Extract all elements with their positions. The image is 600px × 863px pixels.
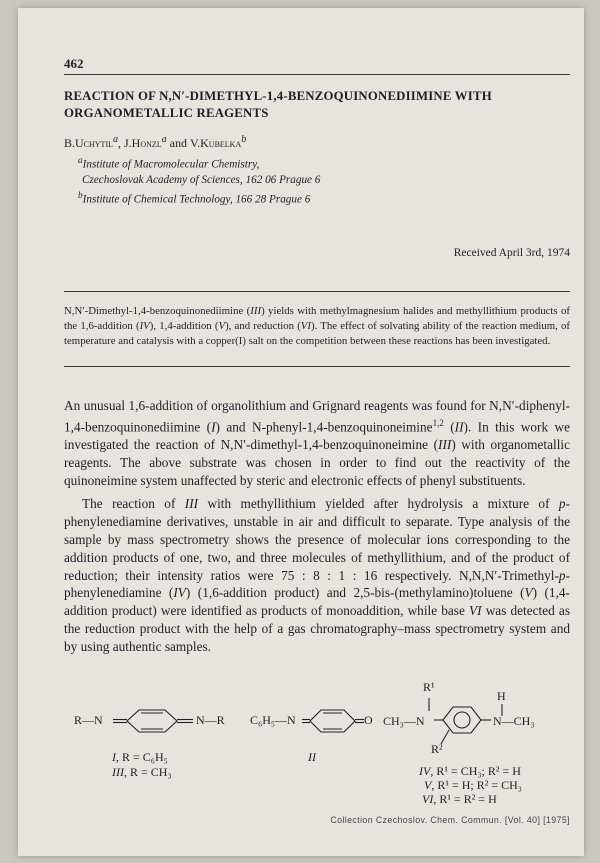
structure-left-group: C₆H₅—N bbox=[250, 713, 296, 727]
compound-definition: , R¹ = H; R² = CH₃ bbox=[431, 778, 522, 792]
compound-label: VI bbox=[422, 792, 434, 806]
substituent-r2: R² bbox=[431, 742, 443, 756]
author-affil-marker: b bbox=[241, 134, 247, 145]
para-prefix: p bbox=[558, 567, 566, 583]
header-rule bbox=[64, 74, 570, 75]
author-name: B.Uchytil bbox=[64, 136, 113, 150]
abstract-text: ), 1,4-addition ( bbox=[149, 320, 219, 332]
compound-ref: IV bbox=[173, 585, 186, 601]
structure-phenylenediamine bbox=[383, 680, 573, 805]
affil-line: Czechoslovak Academy of Sciences, 162 06 Prague 6 bbox=[82, 174, 321, 187]
structure-quinoneimine bbox=[250, 708, 380, 798]
affil-line: Institute of Chemical Technology, 166 28 Prague 6 bbox=[82, 193, 311, 206]
paragraph-text: was detected as the reduction product with the help of a gas chromatography–mass spectrometry system and by using authentic samples. bbox=[64, 603, 570, 654]
affiliations bbox=[78, 154, 320, 208]
compound-ref: VI bbox=[469, 603, 482, 619]
paragraph-text: ) (1,4-addition product) were identified as products of monoaddition, while base bbox=[64, 585, 570, 619]
substituent-h: H bbox=[497, 689, 506, 703]
paragraph-text: The reaction of bbox=[82, 496, 185, 512]
compound-label: III bbox=[112, 765, 124, 779]
structure-left-group: R—N bbox=[74, 713, 103, 727]
article-body bbox=[64, 397, 570, 656]
affil-marker: b bbox=[78, 190, 83, 201]
compound-definition: , R = C₆H₅ bbox=[116, 750, 168, 764]
structure-captions bbox=[419, 764, 522, 806]
compound-ref: V bbox=[218, 320, 226, 332]
structure-quinonediimine bbox=[74, 708, 234, 798]
quinone-ring-icon bbox=[302, 708, 372, 736]
compound-ref: VI bbox=[300, 320, 311, 332]
compound-ref: III bbox=[250, 305, 262, 317]
author-affil-marker: a bbox=[113, 134, 118, 145]
compound-ref: III bbox=[184, 496, 199, 512]
abstract-text: ), and reduction ( bbox=[225, 320, 301, 332]
received-date: Received April 3rd, 1974 bbox=[453, 247, 570, 259]
affil-line: Institute of Macromolecular Chemistry, bbox=[82, 158, 260, 171]
compound-ref: V bbox=[524, 585, 533, 601]
author-line: B.Uchytil$^a$, J.Honzl$^a$ and V.Kubelka$^b$ bbox=[64, 134, 247, 150]
abstract-bottom-rule bbox=[64, 366, 570, 367]
substituent-r1: R¹ bbox=[423, 680, 435, 694]
para-prefix: p bbox=[558, 496, 566, 512]
abstract bbox=[64, 304, 570, 349]
paragraph bbox=[64, 495, 570, 655]
compound-definition: , R = CH₃ bbox=[124, 765, 172, 779]
structure-left-group: CH₃—N bbox=[383, 714, 425, 728]
affil-marker: a bbox=[78, 156, 83, 166]
journal-page bbox=[18, 8, 584, 856]
structure-right-group: N—R bbox=[196, 713, 225, 727]
abstract-top-rule bbox=[64, 291, 570, 292]
compound-ref: IV bbox=[139, 320, 150, 332]
structure-right-group: O bbox=[364, 713, 373, 727]
paragraph-text: ). In this work we investigated the reaction of N,N′-dimethyl-1,4-benzoquinoneimine ( bbox=[64, 419, 571, 453]
author-name: J.Honzl bbox=[124, 136, 162, 150]
page-number: 462 bbox=[64, 56, 84, 71]
abstract-text: N,N′-Dimethyl-1,4-benzoquinonediimine ( bbox=[64, 305, 251, 317]
author-name: V.Kubelka bbox=[190, 136, 242, 150]
compound-definition: , R¹ = R² = H bbox=[433, 792, 497, 806]
structure-captions bbox=[112, 750, 172, 780]
abstract-text: ). The effect of solvating ability of the reaction medium, of temperature and catalysis with a copper(I) salt on the competition between these reactions has been investigated. bbox=[64, 320, 570, 347]
compound-label: II bbox=[308, 750, 316, 764]
compound-label: IV bbox=[419, 764, 431, 778]
paragraph-text: with methyllithium yielded after hydrolysis a mixture of bbox=[198, 496, 559, 512]
paragraph-text: ( bbox=[443, 419, 455, 435]
compound-definition: , R¹ = CH₃; R² = H bbox=[430, 764, 521, 778]
paragraph-text: ) (1,6-addition product) and 2,5-bis-(methylamino)toluene ( bbox=[185, 585, 525, 601]
structure-right-group: N—CH₃ bbox=[493, 714, 535, 728]
paragraph-text: An unusual 1,6-addition of organolithium and Grignard reagents was found for N,N′-diphenyl-1,4-benzoquinonediimine ( bbox=[64, 398, 570, 435]
compound-label: I bbox=[112, 750, 116, 764]
paragraph-text: -phenylenediamine derivatives, unstable in air and difficult to separate. Type analysis of the sample by mass spectrometry shows the presence of molecular ions corresponding to the addition products of one, two, and three molecules of methyllithium, and of the product of reduction; their intensity ratios were 75 : 8 : 1 : 16 respectively. N,N,N′-Trimethyl- bbox=[64, 496, 571, 583]
compound-ref: II bbox=[454, 419, 464, 435]
author-affil-marker: a bbox=[161, 134, 167, 145]
paragraph-text: -phenylenediamine ( bbox=[64, 567, 570, 601]
paragraph bbox=[64, 397, 570, 489]
journal-footer: Collection Czechoslov. Chem. Commun. [Vol. 40] [1975] bbox=[330, 815, 570, 825]
quinone-ring-icon bbox=[113, 708, 195, 736]
abstract-text: ) yields with methylmagnesium halides and methyllithium products of the 1,6-addition ( bbox=[64, 305, 571, 332]
structure-captions bbox=[308, 750, 316, 765]
compound-label: V bbox=[424, 778, 432, 792]
paragraph-text: ) with organometallic reagents. The above substrate was chosen in order to find out the reactivity of the quinoneimine system unaffected by steric and electronic effects of phenyl substituents. bbox=[64, 437, 570, 488]
compound-ref: I bbox=[211, 419, 216, 435]
compound-ref: III bbox=[438, 437, 452, 453]
author-conjunction: and bbox=[169, 136, 187, 150]
paragraph-text: ) and N-phenyl-1,4-benzoquinoneimine bbox=[215, 419, 433, 435]
article-title: REACTION OF N,N′-DIMETHYL-1,4-BENZOQUINONEDIIMINE WITH ORGANOMETALLIC REAGENTS bbox=[64, 89, 492, 120]
citation-ref: 1,2 bbox=[432, 417, 444, 428]
